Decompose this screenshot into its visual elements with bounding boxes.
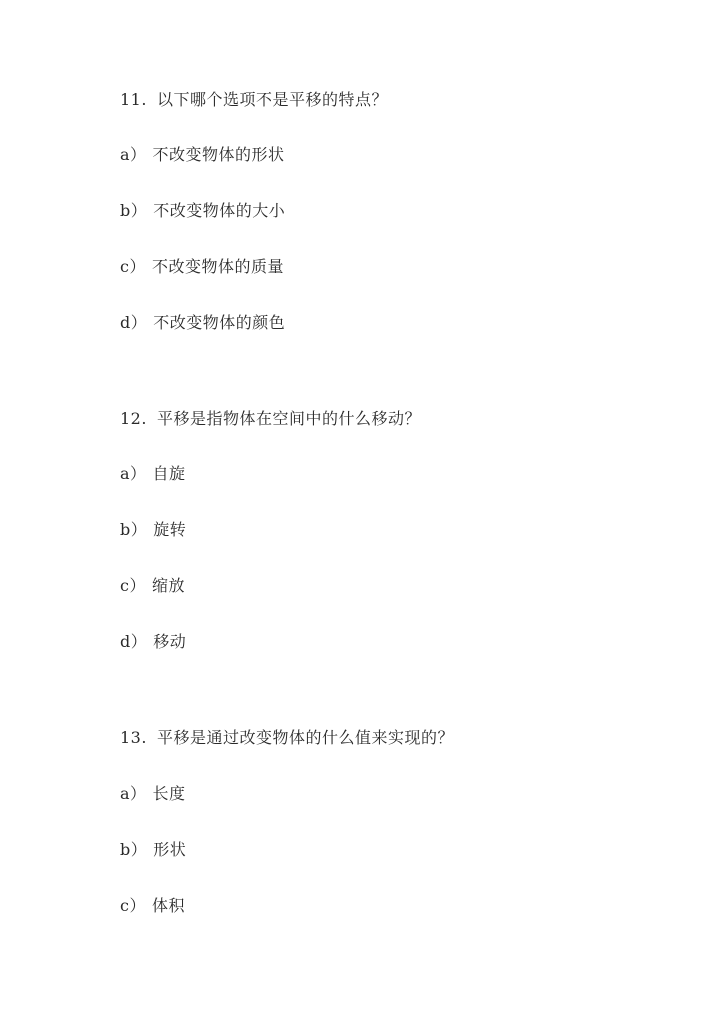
- question-number: 12.: [120, 409, 147, 428]
- option-letter: a）: [120, 145, 147, 164]
- question-text: 平移是通过改变物体的什么值来实现的？: [156, 728, 454, 747]
- option-text: 自旋: [152, 464, 186, 483]
- option-letter: b）: [120, 840, 148, 859]
- question-number: 13.: [120, 728, 147, 747]
- option-11-d: [120, 313, 285, 333]
- option-text: 旋转: [153, 520, 187, 539]
- option-letter: d）: [120, 632, 148, 651]
- option-11-c: [120, 257, 284, 277]
- option-letter: c）: [120, 257, 146, 276]
- option-13-c: [120, 896, 185, 916]
- option-text: 形状: [153, 840, 187, 859]
- option-12-d: [120, 632, 186, 652]
- option-text: 缩放: [151, 576, 185, 595]
- option-13-a: [120, 784, 186, 804]
- option-letter: a）: [120, 464, 147, 483]
- option-text: 不改变物体的形状: [152, 145, 285, 164]
- option-11-b: [120, 201, 285, 221]
- option-letter: a）: [120, 784, 147, 803]
- option-letter: c）: [120, 896, 146, 915]
- question-13: [120, 728, 454, 748]
- question-text: 平移是指物体在空间中的什么移动？: [156, 409, 421, 428]
- option-letter: d）: [120, 313, 148, 332]
- option-text: 长度: [152, 784, 186, 803]
- question-number: 11.: [120, 90, 147, 109]
- option-text: 不改变物体的质量: [151, 257, 284, 276]
- option-text: 体积: [151, 896, 185, 915]
- option-letter: b）: [120, 201, 148, 220]
- question-12: [120, 409, 421, 429]
- option-text: 不改变物体的大小: [153, 201, 286, 220]
- option-13-b: [120, 840, 186, 860]
- option-text: 不改变物体的颜色: [153, 313, 286, 332]
- option-12-b: [120, 520, 186, 540]
- question-11: [120, 90, 388, 110]
- option-12-c: [120, 576, 185, 596]
- option-12-a: [120, 464, 186, 484]
- question-text: 以下哪个选项不是平移的特点？: [156, 90, 388, 109]
- option-letter: c）: [120, 576, 146, 595]
- option-11-a: [120, 145, 285, 165]
- option-text: 移动: [153, 632, 187, 651]
- option-letter: b）: [120, 520, 148, 539]
